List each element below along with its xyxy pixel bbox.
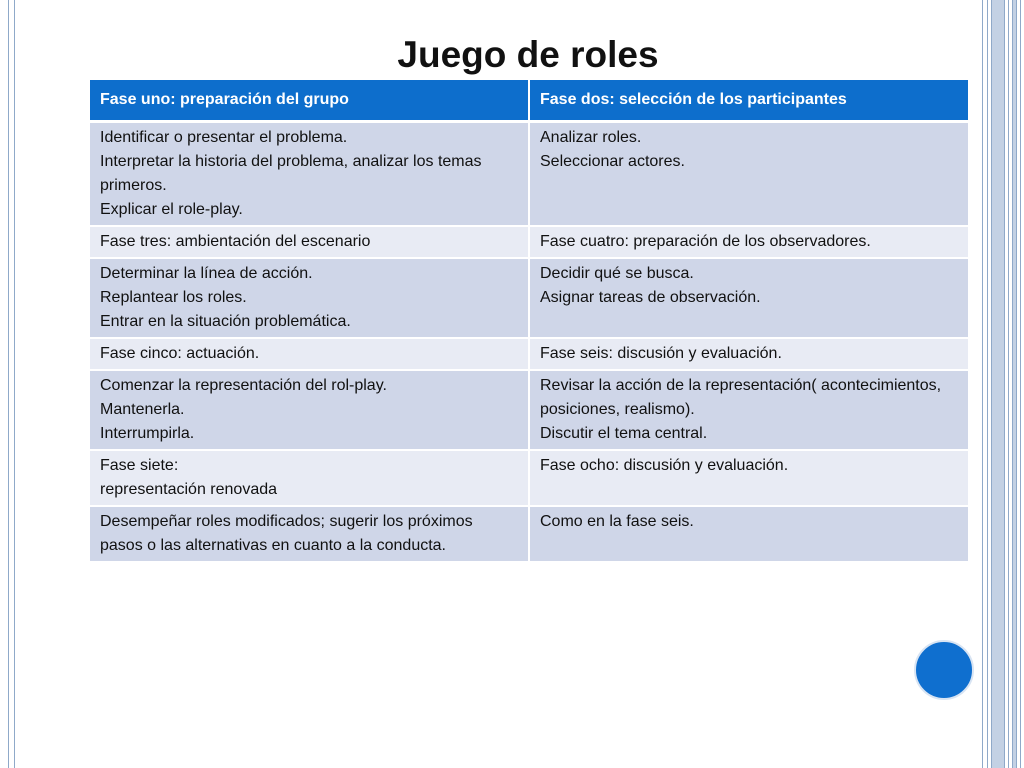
right-frame-decoration <box>982 0 1024 768</box>
cell-line: Discutir el tema central. <box>540 425 708 442</box>
frame-stripe <box>987 0 988 768</box>
table-row <box>89 338 969 370</box>
table-cell <box>529 370 969 450</box>
cell-line: representación renovada <box>100 481 278 498</box>
cell-line: Comenzar la representación del rol-play. <box>100 377 387 394</box>
cell-line: Revisar la acción de la representación( acontecimientos, posiciones, realismo). <box>540 377 942 418</box>
table-cell <box>529 258 969 338</box>
cell-line: Analizar roles. <box>540 129 642 146</box>
table-cell <box>529 506 969 562</box>
table-cell <box>89 122 529 227</box>
cell-line: Seleccionar actores. <box>540 153 685 170</box>
table-cell <box>89 338 529 370</box>
table-cell <box>89 226 529 258</box>
table-cell <box>529 450 969 506</box>
table-cell <box>529 338 969 370</box>
table-row <box>89 226 969 258</box>
cell-line: Fase tres: ambientación del escenario <box>100 233 371 250</box>
table-row <box>89 506 969 562</box>
cell-line: Desempeñar roles modificados; sugerir los próximos pasos o las alternativas en cuanto a la conducta. <box>100 513 473 554</box>
table-cell <box>89 450 529 506</box>
table-cell <box>529 226 969 258</box>
frame-stripe <box>1012 0 1017 768</box>
left-frame-decoration <box>8 0 15 768</box>
table-header-row <box>89 80 969 122</box>
cell-line: Decidir qué se busca. <box>540 265 694 282</box>
cell-line: Fase cinco: actuación. <box>100 345 260 362</box>
cell-line: Fase ocho: discusión y evaluación. <box>540 457 789 474</box>
table-row <box>89 370 969 450</box>
cell-line: Mantenerla. <box>100 401 185 418</box>
frame-stripe <box>991 0 1005 768</box>
cell-line: Explicar el role-play. <box>100 201 243 218</box>
cell-line: Determinar la línea de acción. <box>100 265 313 282</box>
cell-line: Identificar o presentar el problema. <box>100 129 348 146</box>
slide-title: Juego de roles <box>397 34 659 75</box>
table-cell <box>89 370 529 450</box>
header-cell: Fase uno: preparación del grupo <box>89 80 529 122</box>
frame-stripe <box>1020 0 1021 768</box>
cell-line: Interrumpirla. <box>100 425 195 442</box>
cell-line: Fase siete: <box>100 457 179 474</box>
table-cell <box>529 122 969 227</box>
cell-line: Como en la fase seis. <box>540 513 694 530</box>
frame-stripe <box>982 0 983 768</box>
table-cell <box>89 258 529 338</box>
frame-stripe <box>1008 0 1009 768</box>
cell-line: Replantear los roles. <box>100 289 247 306</box>
cell-line: Entrar en la situación problemática. <box>100 313 351 330</box>
decorative-circle <box>914 640 974 700</box>
table-row <box>89 122 969 227</box>
cell-line: Interpretar la historia del problema, analizar los temas primeros. <box>100 153 482 194</box>
cell-line: Fase cuatro: preparación de los observadores. <box>540 233 871 250</box>
table-row <box>89 258 969 338</box>
table-row <box>89 450 969 506</box>
cell-line: Asignar tareas de observación. <box>540 289 761 306</box>
cell-line: Fase seis: discusión y evaluación. <box>540 345 782 362</box>
header-cell: Fase dos: selección de los participantes <box>529 80 969 122</box>
table-cell <box>89 506 529 562</box>
phases-table <box>88 80 970 563</box>
